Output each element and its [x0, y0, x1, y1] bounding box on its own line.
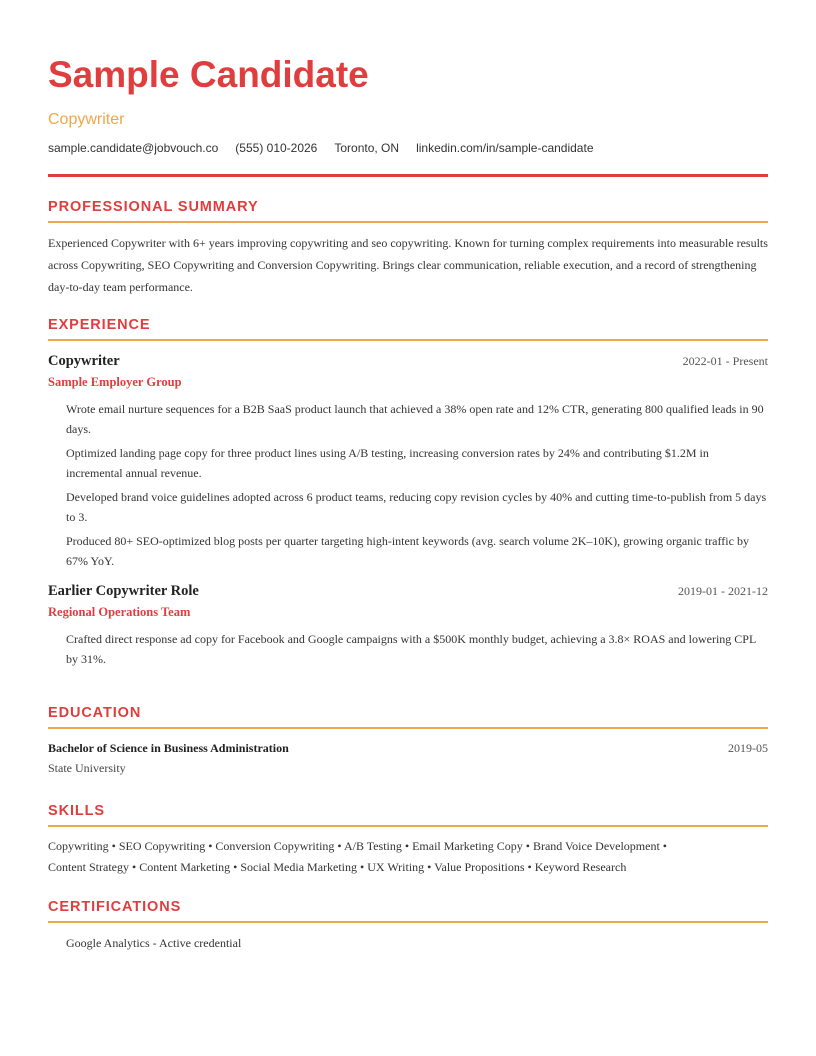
education-heading: EDUCATION: [48, 704, 768, 729]
job-header: [48, 583, 768, 600]
education-row: [48, 741, 768, 756]
experience-heading: EXPERIENCE: [48, 316, 768, 341]
candidate-name: Sample Candidate: [48, 54, 369, 95]
contact-line: [48, 140, 768, 156]
certifications-heading: CERTIFICATIONS: [48, 898, 768, 923]
skills-line-2: Content Strategy • Content Marketing • Social Media Marketing • UX Writing • Value Propositions • Keyword Research: [48, 860, 627, 874]
education-section: [48, 704, 768, 776]
header-divider: [48, 174, 768, 177]
job-bullets: [48, 399, 768, 571]
education-date: 2019-05: [728, 741, 768, 755]
job-bullet: Crafted direct response ad copy for Facebook and Google campaigns with a $500K monthly budget, achieving a 3.8× ROAS and lowering CPL by 31%.: [66, 632, 756, 666]
contact-location: Toronto, ON: [334, 141, 400, 155]
contact-email[interactable]: sample.candidate@jobvouch.co: [48, 141, 219, 155]
skills-line-1: Copywriting • SEO Copywriting • Conversion Copywriting • A/B Testing • Email Marketing Copy • Brand Voice Development •: [48, 839, 668, 853]
job-title: Copywriter: [48, 353, 120, 369]
certifications-section: [48, 898, 768, 953]
job-bullet: Optimized landing page copy for three product lines using A/B testing, increasing conversion rates by 24% and contributing $1.2M in incremental annual revenue.: [66, 446, 709, 480]
resume-header: [48, 54, 768, 156]
summary-text: Experienced Copywriter with 6+ years improving copywriting and seo copywriting. Known for turning complex requirements into measurable results across Copywriting, SEO Copywriting and Conversion Copywriting. Brings clear communication, reliable execution, and a record of strengthening day-to-day team performance.: [48, 236, 768, 294]
skills-list: [48, 836, 768, 878]
job-entry: [48, 583, 768, 669]
job-bullet: Wrote email nurture sequences for a B2B SaaS product launch that achieved a 38% open rate and 12% CTR, generating 800 qualified leads in 90 days.: [66, 402, 764, 436]
experience-section: [48, 316, 768, 673]
job-employer: Sample Employer Group: [48, 375, 182, 389]
job-bullets: [48, 629, 768, 669]
contact-linkedin[interactable]: linkedin.com/in/sample-candidate: [416, 141, 594, 155]
certification-item: Google Analytics - Active credential: [66, 936, 242, 950]
education-school: State University: [48, 761, 126, 775]
job-entry: [48, 353, 768, 571]
job-dates: 2019-01 - 2021-12: [678, 584, 768, 598]
job-bullet: Developed brand voice guidelines adopted across 6 product teams, reducing copy revision cycles by 40% and cutting time-to-publish from 5 days to 3.: [66, 490, 767, 524]
education-degree: Bachelor of Science in Business Administration: [48, 741, 289, 755]
contact-phone: (555) 010-2026: [235, 141, 318, 155]
candidate-title: Copywriter: [48, 111, 125, 128]
skills-section: [48, 802, 768, 878]
job-dates: 2022-01 - Present: [682, 354, 768, 368]
summary-section: [48, 198, 768, 298]
summary-heading: PROFESSIONAL SUMMARY: [48, 198, 768, 223]
job-title: Earlier Copywriter Role: [48, 583, 199, 599]
job-employer: Regional Operations Team: [48, 605, 191, 619]
job-bullet: Produced 80+ SEO-optimized blog posts per quarter targeting high-intent keywords (avg. search volume 2K–10K), growing organic traffic by 67% YoY.: [66, 534, 749, 568]
job-header: [48, 353, 768, 370]
skills-heading: SKILLS: [48, 802, 768, 827]
